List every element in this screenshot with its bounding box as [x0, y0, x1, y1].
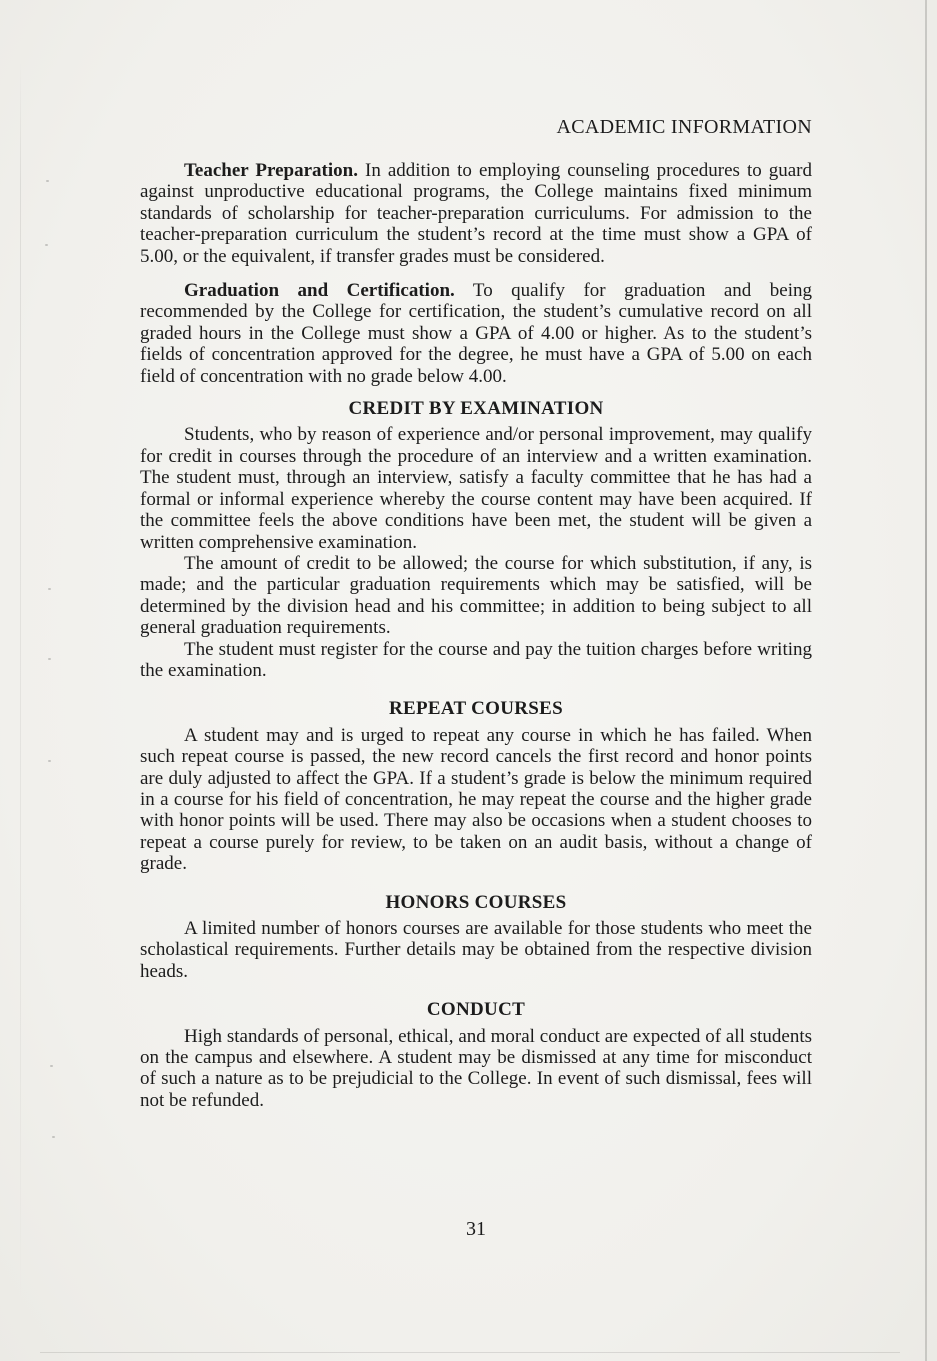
page-right-edge-shadow [925, 0, 927, 1361]
repeat-courses-paragraph: A student may and is urged to repeat any course in which he has failed. When such repeat course is passed, the new record cancels the first record and honor points are duly adjusted to affect the GPA. If a student’s grade is below the minimum required in a course for his field of concentration, he may repeat the course and the higher grade with honor points will be used. There may also be occasions when a student chooses to repeat a course purely for review, to be taken on an audit basis, without a change of grade. [140, 724, 812, 875]
teacher-preparation-text: In addition to employing counseling procedures to guard against unproductive educational programs, the College maintains fixed minimum standards of scholarship for teacher-preparation curriculums. For admission to the teacher-preparation curriculum the student’s record at the time must show a GPA of 5.00, or the equivalent, if transfer grades must be considered. [140, 160, 813, 267]
page-bottom-edge-line [40, 1352, 900, 1353]
teacher-preparation-paragraph [140, 160, 812, 267]
page-content [140, 160, 812, 1111]
honors-courses-title: HONORS COURSES [385, 891, 567, 913]
conduct-title: CONDUCT [426, 999, 526, 1021]
scan-speck [52, 1136, 55, 1138]
scan-speck [50, 1065, 53, 1067]
credit-by-examination-paragraph-3: The student must register for the course and pay the tuition charges before writing the examination. [140, 638, 812, 681]
scan-speck [46, 180, 49, 182]
conduct-paragraph: High standards of personal, ethical, and moral conduct are expected of all students on the campus and elsewhere. A student may be dismissed at any time for misconduct of such a nature as to be prejudicial to the College. In event of such dismissal, fees will not be refunded. [140, 1025, 812, 1111]
credit-by-examination-paragraph-2: The amount of credit to be allowed; the course for which substitution, if any, is made; and the particular graduation requirements which may be satisfied, will be determined by the division head and his committee; in addition to being subject to all general graduation requirements. [140, 552, 812, 639]
credit-by-examination-paragraph-1: Students, who by reason of experience and/or personal improvement, may qualify for credit in courses through the procedure of an interview and a written examination. The student must, through an interview, satisfy a faculty committee that he has had a formal or informal experience whereby the course content may have been acquired. If the committee feels the above conditions have been met, the student will be given a written comprehensive examination. [140, 424, 812, 553]
honors-courses-paragraph: A limited number of honors courses are available for those students who meet the scholastical requirements. Further details may be obtained from the respective division heads. [140, 918, 812, 982]
repeat-courses-title: REPEAT COURSES [388, 698, 563, 720]
running-head: ACADEMIC INFORMATION [556, 116, 812, 138]
graduation-certification-heading: Graduation and Certification. [184, 280, 455, 302]
scan-speck [48, 760, 51, 762]
scan-speck [48, 658, 51, 660]
page-number: 31 [466, 1218, 486, 1240]
page-left-edge-shadow [20, 60, 21, 1310]
teacher-preparation-heading: Teacher Preparation. [184, 160, 358, 181]
scan-speck [48, 588, 51, 590]
graduation-certification-text: To qualify for graduation and being recommended by the College for certification, the student’s cumulative record on all graded hours in the College must show a GPA of 4.00 or higher. As to the student’s fields of concentration approved for the degree, he must have a GPA of 5.00 on each field of concentration with no grade below 4.00. [140, 280, 812, 387]
graduation-certification-paragraph [140, 280, 812, 387]
scan-speck [45, 244, 48, 246]
credit-by-examination-title: CREDIT BY EXAMINATION [348, 398, 604, 420]
